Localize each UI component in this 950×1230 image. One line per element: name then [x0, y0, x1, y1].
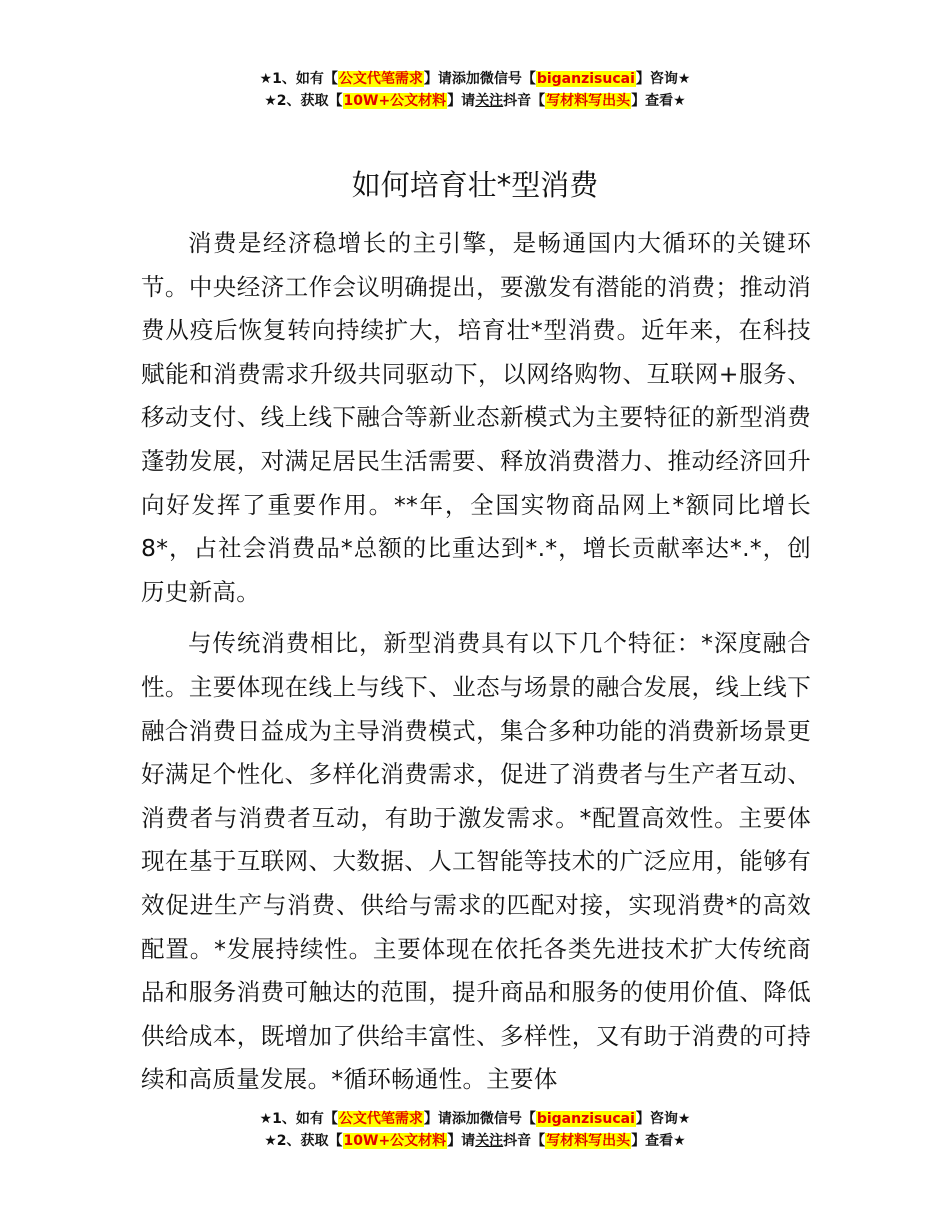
banner-text: 】查看★ [631, 1133, 686, 1149]
banner-highlight: 10W+公文材料 [343, 93, 447, 109]
banner-text: 】查看★ [631, 93, 686, 109]
paragraph-2: 与传统消费相比，新型消费具有以下几个特征：*深度融合性。主要体现在线上与线下、业态与场景的融合发展，线上线下融合消费日益成为主导消费模式，集合多种功能的消费新场景更好满足个性化、多样化消费需求，促进了消费者与生产者互动、消费者与消费者互动，有助于激发需求。*配置高效性。主要体现在基于互联网、大数据、人工智能等技术的广泛应用，能够有效促进生产与消费、供给与需求的匹配对接，实现消费*的高效配置。*发展持续性。主要体现在依托各类先进技术扩大传统商品和服务消费可触达的范围，提升商品和服务的使用价值、降低供给成本，既增加了供给丰富性、多样性，又有助于消费的可持续和高质量发展。*循环畅通性。主要体 [141, 629, 811, 1094]
banner-underlined: 关注 [475, 93, 504, 109]
banner-line-2 [0, 90, 950, 112]
banner-text: ★2、获取【 [264, 93, 343, 109]
banner-text: ★2、获取【 [264, 1133, 343, 1149]
banner-text: 】请添加微信号【 [423, 71, 536, 87]
document-title: 如何培育壮*型消费 [351, 168, 599, 202]
banner-highlight: 公文代笔需求 [338, 1111, 423, 1127]
banner-highlight: biganzisucai [536, 1111, 635, 1127]
banner-line-1 [0, 1108, 950, 1130]
banner-text: 】请 [447, 1133, 476, 1149]
header-banner [0, 68, 950, 112]
banner-highlight: 公文代笔需求 [338, 71, 423, 87]
banner-highlight: 写材料写出头 [546, 93, 631, 109]
banner-highlight: 10W+公文材料 [343, 1133, 447, 1149]
banner-highlight: biganzisucai [536, 71, 635, 87]
banner-text: 抖音【 [503, 1133, 546, 1149]
banner-line-1 [0, 68, 950, 90]
banner-text: 】咨询★ [635, 71, 691, 87]
banner-text: 】请 [447, 93, 476, 109]
banner-highlight: 写材料写出头 [546, 1133, 631, 1149]
banner-text: ★1、如有【 [259, 71, 338, 87]
banner-text: ★1、如有【 [259, 1111, 338, 1127]
banner-underlined: 关注 [475, 1133, 504, 1149]
footer-banner [0, 1108, 950, 1152]
banner-text: 】咨询★ [635, 1111, 691, 1127]
document-body [141, 222, 811, 1110]
banner-text: 】请添加微信号【 [423, 1111, 536, 1127]
banner-line-2 [0, 1130, 950, 1152]
banner-text: 抖音【 [503, 93, 546, 109]
paragraph-1: 消费是经济稳增长的主引擎，是畅通国内大循环的关键环节。中央经济工作会议明确提出，要激发有潜能的消费；推动消费从疫后恢复转向持续扩大，培育壮*型消费。近年来，在科技赋能和消费需求升级共同驱动下，以网络购物、互联网+服务、移动支付、线上线下融合等新业态新模式为主要特征的新型消费蓬勃发展，对满足居民生活需要、释放消费潜力、推动经济回升向好发挥了重要作用。**年，全国实物商品网上*额同比增长 8*，占社会消费品*总额的比重达到*.*，增长贡献率达*.*，创历史新高。 [141, 229, 811, 606]
